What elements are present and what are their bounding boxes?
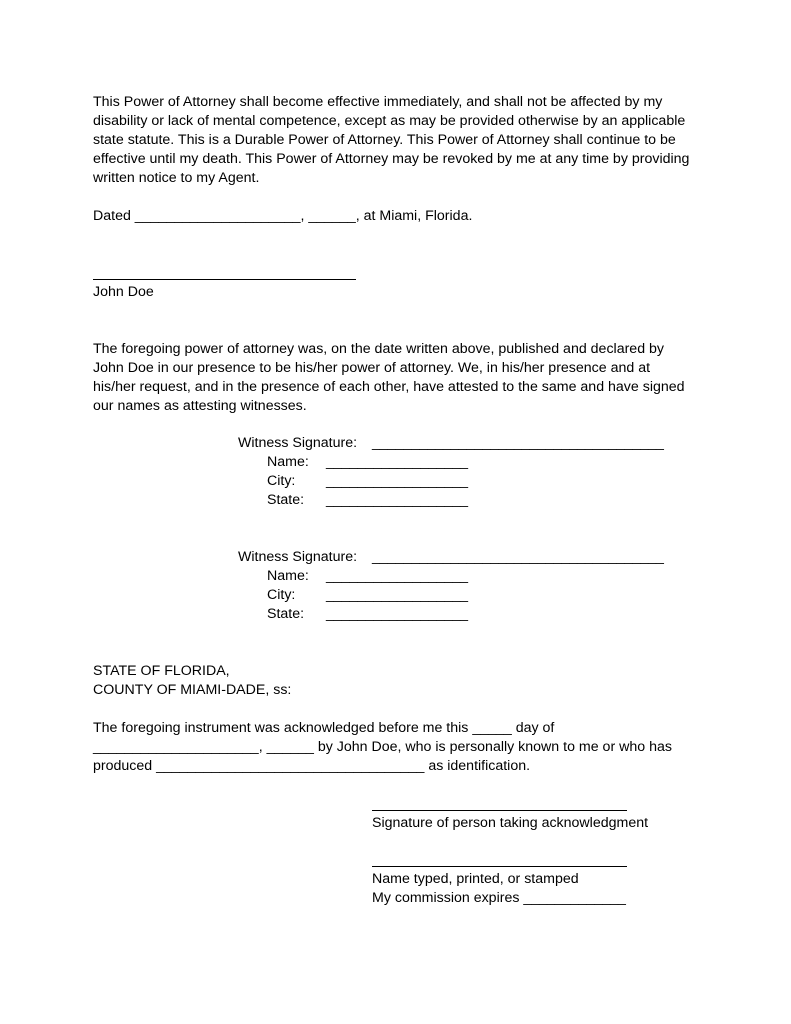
intro-line: written notice to my Agent. (93, 170, 260, 186)
intro-line: state statute. This is a Durable Power of Attorney. This Power of Attorney shall continue to be (93, 132, 676, 148)
notary-name-line (372, 866, 627, 867)
witness-name-label: Name: (267, 454, 309, 470)
principal-name: John Doe (93, 284, 154, 300)
notary-signature-line (372, 810, 627, 811)
witness-city-label: City: (267, 587, 296, 603)
witness-signature-label: Witness Signature: (238, 435, 358, 451)
witness-signature-blank: _____________________________________ (372, 435, 664, 451)
intro-line: This Power of Attorney shall become effective immediately, and shall not be affected by my (93, 94, 663, 110)
witness-statement-line: our names as attesting witnesses. (93, 398, 307, 414)
acknowledgment-paragraph (93, 719, 733, 776)
witness-statement-line: The foregoing power of attorney was, on the date written above, published and declared by (93, 341, 665, 357)
intro-line: disability or lack of mental competence, except as may be provided otherwise by an applicable (93, 113, 686, 129)
venue-line: COUNTY OF MIAMI-DADE, ss: (93, 682, 292, 698)
intro-paragraph (93, 93, 733, 188)
witness-name-blank: __________________ (326, 454, 469, 470)
notary-name-label: Name typed, printed, or stamped (372, 871, 579, 887)
venue-line: STATE OF FLORIDA, (93, 663, 230, 679)
witness-city-blank: __________________ (326, 473, 469, 489)
witness-statement-line: his/her request, and in the presence of each other, have attested to the same and have signed (93, 379, 685, 395)
acknowledgment-line: _____________________, ______ by John Doe, who is personally known to me or who has (93, 739, 672, 755)
witness-state-label: State: (267, 606, 305, 622)
commission-expires-line: My commission expires _____________ (372, 890, 626, 906)
witness-state-label: State: (267, 492, 305, 508)
intro-line: effective until my death. This Power of Attorney may be revoked by me at any time by providing (93, 151, 690, 167)
witness-signature-label: Witness Signature: (238, 549, 358, 565)
witness-state-blank: __________________ (326, 606, 469, 622)
witness-city-blank: __________________ (326, 587, 469, 603)
witness-statement-paragraph (93, 340, 733, 416)
acknowledgment-line: produced __________________________________ as identification. (93, 758, 531, 774)
witness-signature-blank: _____________________________________ (372, 549, 664, 565)
venue-block (93, 662, 733, 700)
notary-signature-label: Signature of person taking acknowledgment (372, 815, 649, 831)
dated-line: Dated _____________________, ______, at Miami, Florida. (93, 208, 473, 224)
witness-statement-line: John Doe in our presence to be his/her power of attorney. We, in his/her presence and at (93, 360, 651, 376)
witness-name-label: Name: (267, 568, 309, 584)
principal-signature-line (93, 279, 356, 280)
witness-state-blank: __________________ (326, 492, 469, 508)
acknowledgment-line: The foregoing instrument was acknowledged before me this _____ day of (93, 720, 555, 736)
witness-name-blank: __________________ (326, 568, 469, 584)
witness-city-label: City: (267, 473, 296, 489)
